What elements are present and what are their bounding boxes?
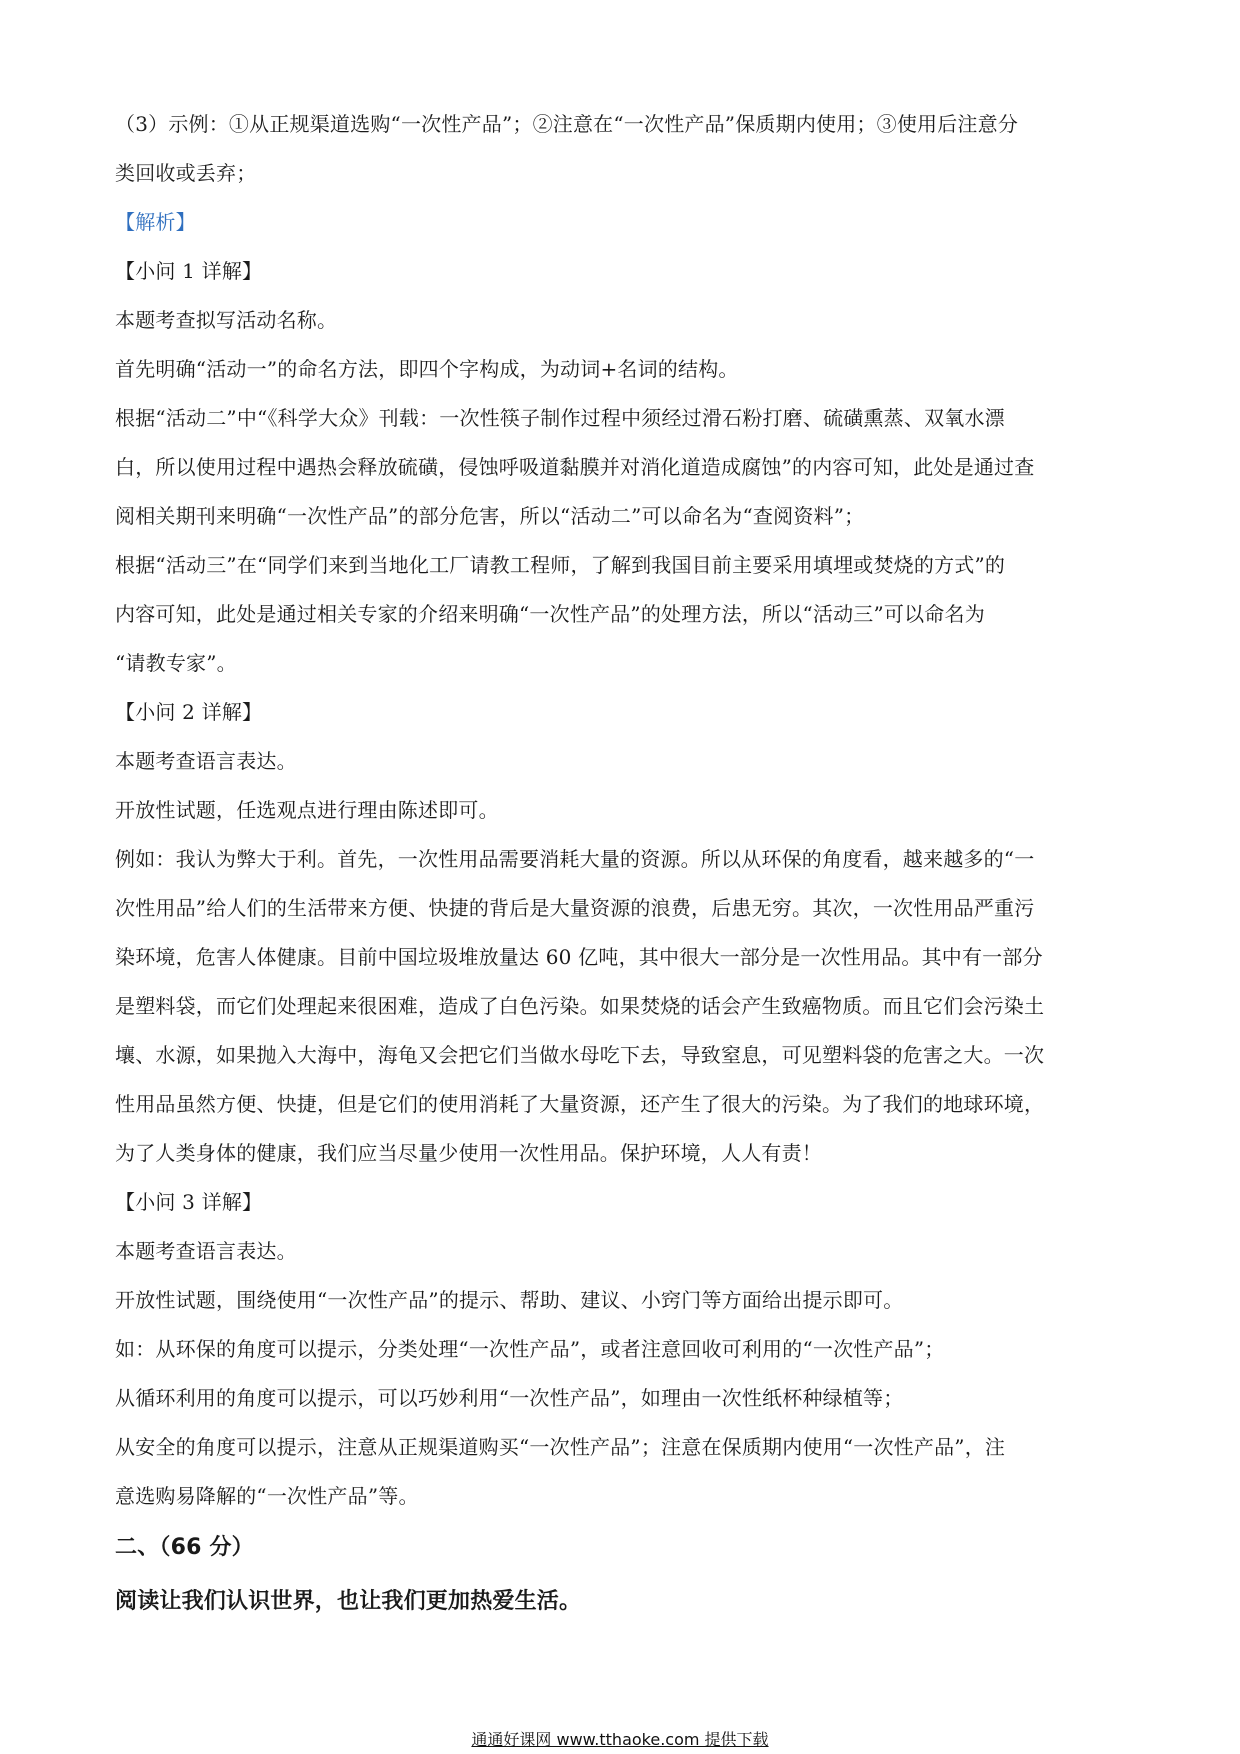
text-line: 染环境，危害人体健康。目前中国垃圾堆放量达 60 亿吨，其中很大一部分是一次性用品。其中有一部分: [115, 945, 1043, 969]
analysis-label: 【解析】: [115, 210, 196, 234]
subquestion-2-heading: 【小问 2 详解】: [115, 700, 263, 724]
text-line: “请教专家”。: [115, 651, 237, 675]
text-line: 从循环利用的角度可以提示，可以巧妙利用“一次性产品”，如理由一次性纸杯种绿植等；: [115, 1386, 904, 1410]
answer-line-1: （3）示例：①从正规渠道选购“一次性产品”；②注意在“一次性产品”保质期内使用；③使用后注意分: [115, 112, 1019, 136]
text-line: 例如：我认为弊大于利。首先，一次性用品需要消耗大量的资源。所以从环保的角度看，越来越多的“一: [115, 847, 1035, 871]
text-line: 本题考查拟写活动名称。: [115, 308, 338, 332]
text-line: 内容可知，此处是通过相关专家的介绍来明确“一次性产品”的处理方法，所以“活动三”可以命名为: [115, 602, 985, 626]
text-line: 白，所以使用过程中遇热会释放硫磺，侵蚀呼吸道黏膜并对消化道造成腐蚀”的内容可知，此处是通过查: [115, 455, 1035, 479]
text-line: 意选购易降解的“一次性产品”等。: [115, 1484, 419, 1508]
text-line: 开放性试题，围绕使用“一次性产品”的提示、帮助、建议、小窍门等方面给出提示即可。: [115, 1288, 904, 1312]
text-line: 开放性试题，任选观点进行理由陈述即可。: [115, 798, 499, 822]
text-line: 从安全的角度可以提示，注意从正规渠道购买“一次性产品”；注意在保质期内使用“一次性产品”，注: [115, 1435, 1006, 1459]
answer-line-2: 类回收或丢弃；: [115, 161, 257, 185]
footer-watermark: 通通好课网 www.tthaoke.com 提供下载: [471, 1730, 769, 1749]
text-line: 阅相关期刊来明确“一次性产品”的部分危害，所以“活动二”可以命名为“查阅资料”；: [115, 504, 865, 528]
document-body: [115, 100, 1130, 1629]
text-line: 壤、水源，如果抛入大海中，海龟又会把它们当做水母吃下去，导致窒息，可见塑料袋的危害之大。一次: [115, 1043, 1045, 1067]
text-line: 根据“活动三”在“同学们来到当地化工厂请教工程师，了解到我国目前主要采用填埋或焚烧的方式”的: [115, 553, 1006, 577]
subquestion-3-heading: 【小问 3 详解】: [115, 1190, 263, 1214]
text-line: 首先明确“活动一”的命名方法，即四个字构成，为动词+名词的结构。: [115, 357, 739, 381]
text-line: 次性用品”给人们的生活带来方便、快捷的背后是大量资源的浪费，后患无穷。其次，一次性用品严重污: [115, 896, 1035, 920]
section-intro: 阅读让我们认识世界，也让我们更加热爱生活。: [115, 1589, 582, 1614]
text-line: 根据“活动二”中“《科学大众》刊载：一次性筷子制作过程中须经过滑石粉打磨、硫磺熏蒸、双氧水漂: [115, 406, 1005, 430]
text-line: 为了人类身体的健康，我们应当尽量少使用一次性用品。保护环境，人人有责！: [115, 1141, 822, 1165]
text-line: 性用品虽然方便、快捷，但是它们的使用消耗了大量资源，还产生了很大的污染。为了我们的地球环境，: [115, 1092, 1045, 1116]
section-heading: 二、（66 分）: [115, 1535, 254, 1560]
text-line: 本题考查语言表达。: [115, 1239, 297, 1263]
subquestion-1-heading: 【小问 1 详解】: [115, 259, 263, 283]
text-line: 本题考查语言表达。: [115, 749, 297, 773]
text-line: 是塑料袋，而它们处理起来很困难，造成了白色污染。如果焚烧的话会产生致癌物质。而且它们会污染土: [115, 994, 1045, 1018]
text-line: 如：从环保的角度可以提示，分类处理“一次性产品”，或者注意回收可利用的“一次性产品”；: [115, 1337, 945, 1361]
